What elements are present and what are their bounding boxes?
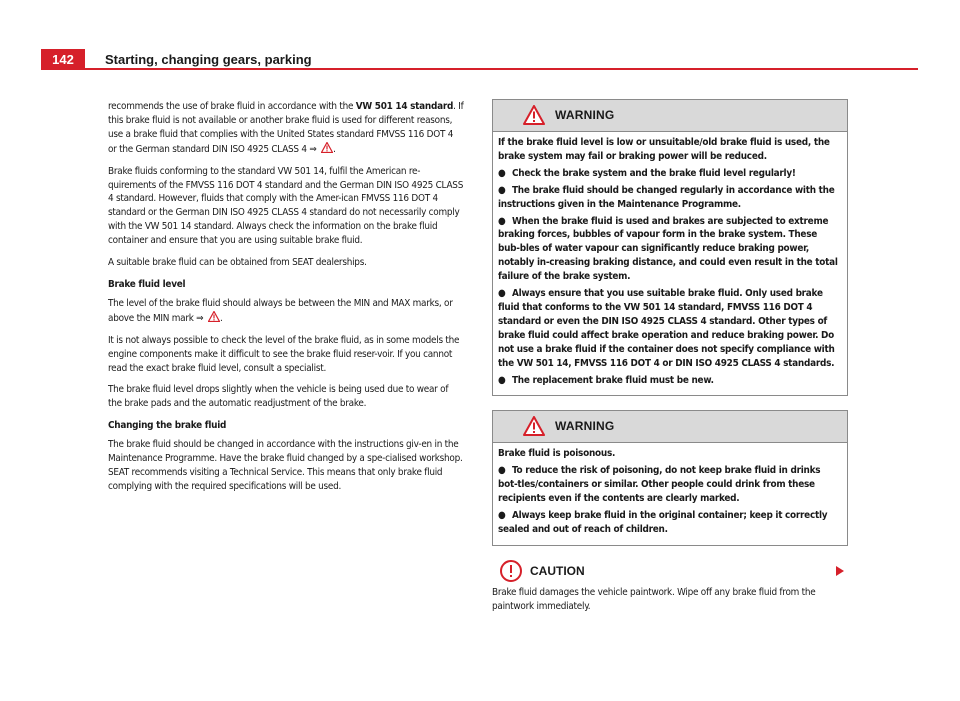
warning-triangle-icon	[523, 416, 545, 436]
caution-exclamation-icon	[500, 560, 522, 582]
warning-reference-icon[interactable]	[208, 311, 220, 322]
paragraph-level-drops: The brake fluid level drops slightly when the vehicle is being used due to wear of the brake pads and the automatic readjustment of the brake.	[108, 384, 449, 410]
warning-intro: Brake fluid is poisonous.	[498, 448, 616, 460]
warning-bullet: ● Always keep brake fluid in the original container; keep it correctly sealed and out of reach of children.	[498, 510, 828, 535]
warning-intro: If the brake fluid level is low or unsuitable/old brake fluid is used, the brake system may fail or braking power will be reduced.	[498, 137, 830, 162]
caution-block	[492, 560, 848, 614]
left-column	[108, 100, 464, 502]
subheading-changing-brake-fluid: Changing the brake fluid	[108, 420, 227, 432]
warning-body	[493, 132, 847, 395]
warning-body	[493, 443, 847, 544]
warning-title: WARNING	[555, 419, 615, 434]
paragraph-min-max: The level of the brake fluid should always be between the MIN and MAX marks, or above the MIN mark ⇒ .	[108, 297, 453, 324]
paragraph-brake-fluid-standard: recommends the use of brake fluid in accordance with the VW 501 14 standard. If this brake fluid is not available or another brake fluid is used for different reasons, use a brake fluid that complies with the United States standard FMVSS 116 DOT 4 or the German standard DIN ISO 4925 CLASS 4 ⇒ .	[108, 101, 464, 155]
warning-header	[493, 411, 847, 443]
warning-bullet: ● The replacement brake fluid must be new.	[498, 374, 714, 386]
paragraph-changing: The brake fluid should be changed in accordance with the instructions giv-en in the Maintenance Programme. Have the brake fluid changed by a spe-cialised workshop. SEAT recommends visiting a Technical Service. This means that only brake fluid complying with the required specifications will be used.	[108, 439, 463, 492]
caution-header	[492, 560, 848, 582]
right-column	[492, 99, 848, 614]
continue-arrow-icon[interactable]	[835, 566, 845, 576]
header-divider	[41, 68, 918, 70]
warning-bullet: ● Always ensure that you use suitable brake fluid. Only used brake fluid that conforms to the VW 501 14 standard, FMVSS 116 DOT 4 standard or even the DIN ISO 4925 CLASS 4 standard. Other types of brake fluid could affect brake operation and reduce braking power. Do not use a brake fluid if the container does not specify compliance with the VW 501 14, FMVSS 116 DOT 4 or DIN ISO 4925 CLASS 4 standards.	[498, 288, 835, 369]
warning-box-brake-level	[492, 99, 848, 396]
warning-bullet: ● When the brake fluid is used and brakes are subjected to extreme braking forces, bubbles of vapour form in the brake system. These bub-bles of water vapour can significantly reduce braking power, notably in-creasing braking distance, and could even result in the total failure of the brake system.	[498, 215, 838, 283]
warning-bullet: ● Check the brake system and the brake fluid level regularly!	[498, 167, 796, 179]
warning-reference-icon[interactable]	[321, 142, 333, 153]
page-header-title: Starting, changing gears, parking	[105, 52, 312, 67]
paragraph-standards: Brake fluids conforming to the standard VW 501 14, fulfil the American re-quirements of the FMVSS 116 DOT 4 standard and the German DIN ISO 4925 CLASS 4 standard. However, fluids that comply with the Amer-ican FMVSS 116 DOT 4 standard or the German DIN ISO 4925 CLASS 4 standard do not necessarily comply with the VW 501 14 standard. Always check the information on the brake fluid container and ensure that you are using suitable brake fluid.	[108, 165, 464, 247]
caution-title: CAUTION	[530, 563, 585, 578]
warning-triangle-icon	[523, 105, 545, 125]
warning-title: WARNING	[555, 108, 615, 122]
warning-bullet: ● The brake fluid should be changed regularly in accordance with the instructions given in the Maintenance Programme.	[498, 184, 835, 210]
warning-box-poisonous	[492, 410, 848, 545]
subheading-brake-fluid-level: Brake fluid level	[108, 278, 186, 290]
warning-header	[493, 100, 847, 132]
caution-text: Brake fluid damages the vehicle paintwork. Wipe off any brake fluid from the paintwork immediately.	[492, 586, 816, 612]
paragraph-dealerships: A suitable brake fluid can be obtained from SEAT dealerships.	[108, 257, 367, 269]
paragraph-check-level: It is not always possible to check the level of the brake fluid, as in some models the engine components make it difficult to see the brake fluid reser-voir. If you cannot read the exact brake fluid level, consult a specialist.	[108, 334, 460, 374]
warning-bullet: ● To reduce the risk of poisoning, do not keep brake fluid in drinks bot-tles/containers or similar. Other people could drink from these recipients even if the contents are clearly marked.	[498, 465, 821, 505]
page-number: 142	[41, 49, 85, 70]
